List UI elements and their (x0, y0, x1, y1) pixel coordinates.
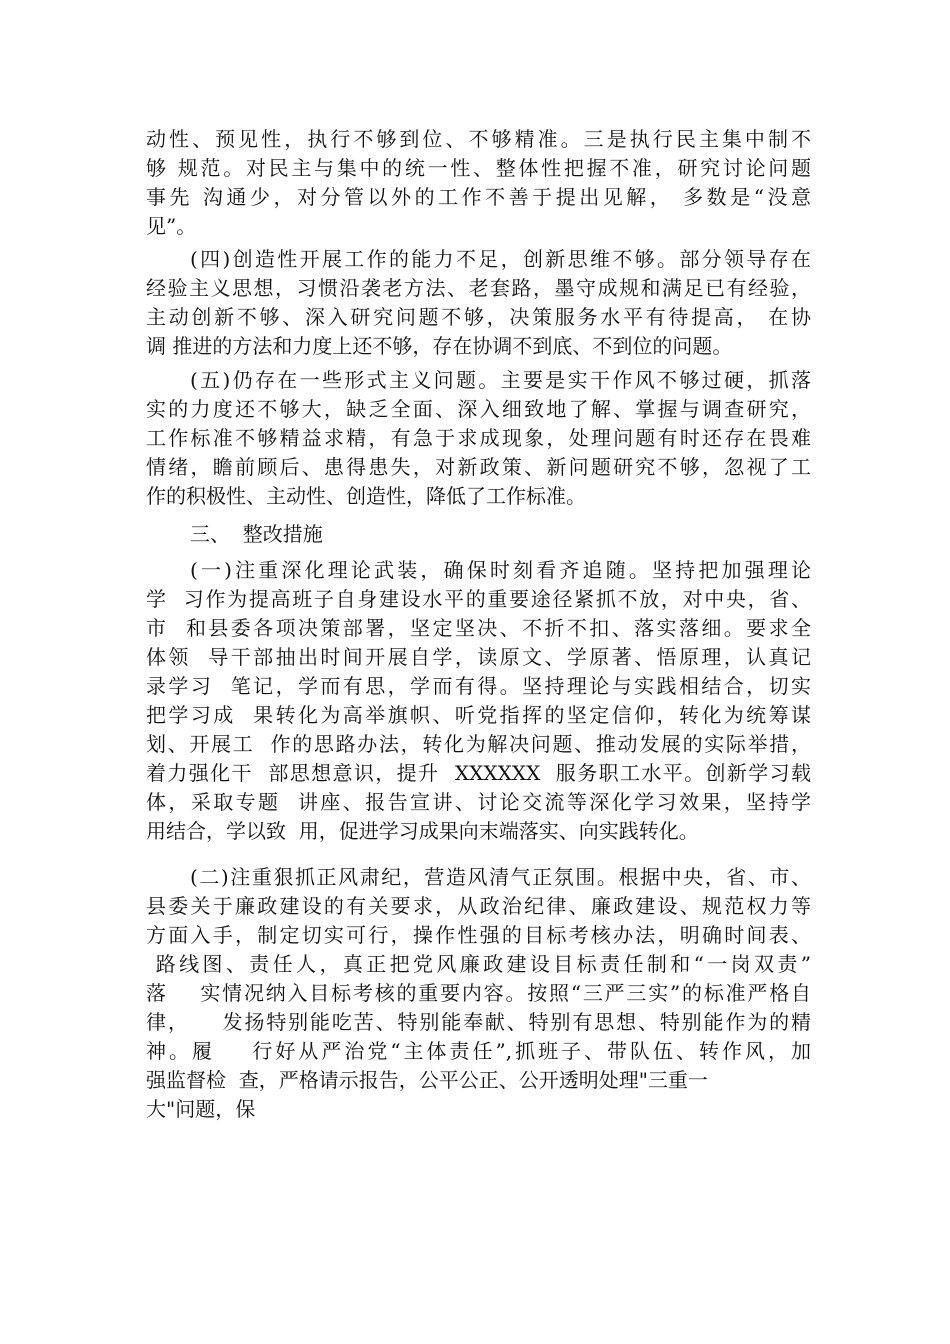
section-heading-text: 三、 整改措施 (190, 522, 323, 546)
text-line: 够 规范。对民主与集中的统一性、整体性把握不准，研究讨论问题 (146, 156, 811, 180)
text-line: 动性、预见性，执行不够到位、不够精准。三是执行民主集中制不 (146, 127, 811, 151)
text-line: 体，采取专题 讲座、报告宣讲、讨论交流等深化学习效果，坚持学 (146, 790, 811, 814)
section-heading (146, 520, 811, 549)
text-line: 方面入手，制定切实可行，操作性强的目标考核办法，明确时间表、 (146, 923, 811, 947)
text-line: 见”。 (146, 214, 197, 238)
text-line: 划、开展工 作的思路办法，转化为解决问题、推动发展的实际举措， (146, 732, 811, 756)
text-line: 把学习成 果转化为高举旗帜、听党指挥的坚定信仰，转化为统筹谋 (146, 703, 811, 727)
text-line: 情绪，瞻前顾后、患得患失，对新政策、新问题研究不够，忽视了工 (146, 455, 811, 479)
text-line: (五)仍存在一些形式主义问题。主要是实干作风不够过硬，抓落 (190, 368, 811, 392)
text-line: 用结合，学以致 用，促进学习成果向末端落实、向实践转化。 (146, 819, 699, 843)
paragraph-continuation (146, 125, 811, 241)
text-line: 大"问题，保 (146, 1097, 256, 1121)
text-line: 工作标准不够精益求精，有急于求成现象，处理问题有时还存在畏难 (146, 426, 811, 450)
paragraph-measure-one (146, 556, 811, 846)
text-line: 路线图、责任人，真正把党风廉政建设目标责任制和“一岗双责” (146, 952, 811, 976)
text-line: (四)创造性开展工作的能力不足，创新思维不够。部分领导存在 (190, 247, 811, 271)
text-line: 事先 沟通少，对分管以外的工作不善于提出见解， 多数是“没意 (146, 185, 811, 209)
text-line: 录学习 笔记，学而有思，学而有得。坚持理论与实践相结合，切实 (146, 674, 811, 698)
text-line: (一)注重深化理论武装，确保时刻看齐追随。坚持把加强理论 (190, 558, 811, 582)
text-line: 作的积极性、主动性、创造性，降低了工作标准。 (146, 484, 586, 508)
text-line: (二)注重狠抓正风肃纪，营造风清气正氛围。根据中央，省、市、 (190, 865, 811, 889)
text-line: 经验主义思想，习惯沿袭老方法、老套路，墨守成规和满足已有经验， (146, 276, 811, 300)
text-line: 律， 发扬特别能吃苦、特别能奉献、特别有思想、特别能作为的精 (146, 1010, 811, 1034)
text-line: 调 推进的方法和力度上还不够，存在协调不到底、不到位的问题。 (146, 334, 733, 358)
paragraph-measure-two (146, 863, 811, 1124)
text-line: 落 实情况纳入目标考核的重要内容。按照“三严三实”的标准严格自 (146, 981, 811, 1005)
text-line: 强监督检 查，严格请示报告，公平公正、公开透明处理"三重一 (146, 1068, 708, 1092)
text-line: 市 和县委各项决策部署，坚定坚决、不折不扣、落实落细。要求全 (146, 616, 811, 640)
text-line: 实的力度还不够大，缺乏全面、深入细致地了解、掌握与调查研究， (146, 397, 811, 421)
text-line: 主动创新不够、深入研究问题不够，决策服务水平有待提高， 在协 (146, 305, 811, 329)
paragraph-five (146, 366, 811, 511)
paragraph-four (146, 245, 811, 361)
text-line: 神。履 行好从严治党“主体责任”,抓班子、带队伍、转作风，加 (146, 1039, 811, 1063)
text-line: 学 习作为提高班子自身建设水平的重要途径紧抓不放，对中央，省、 (146, 587, 811, 611)
text-line: 着力强化干 部思想意识，提升 XXXXXX 服务职工水平。创新学习载 (146, 761, 811, 785)
text-line: 体领 导干部抽出时间开展自学，读原文、学原著、悟原理，认真记 (146, 645, 811, 669)
text-line: 县委关于廉政建设的有关要求，从政治纪律、廉政建设、规范权力等 (146, 894, 811, 918)
